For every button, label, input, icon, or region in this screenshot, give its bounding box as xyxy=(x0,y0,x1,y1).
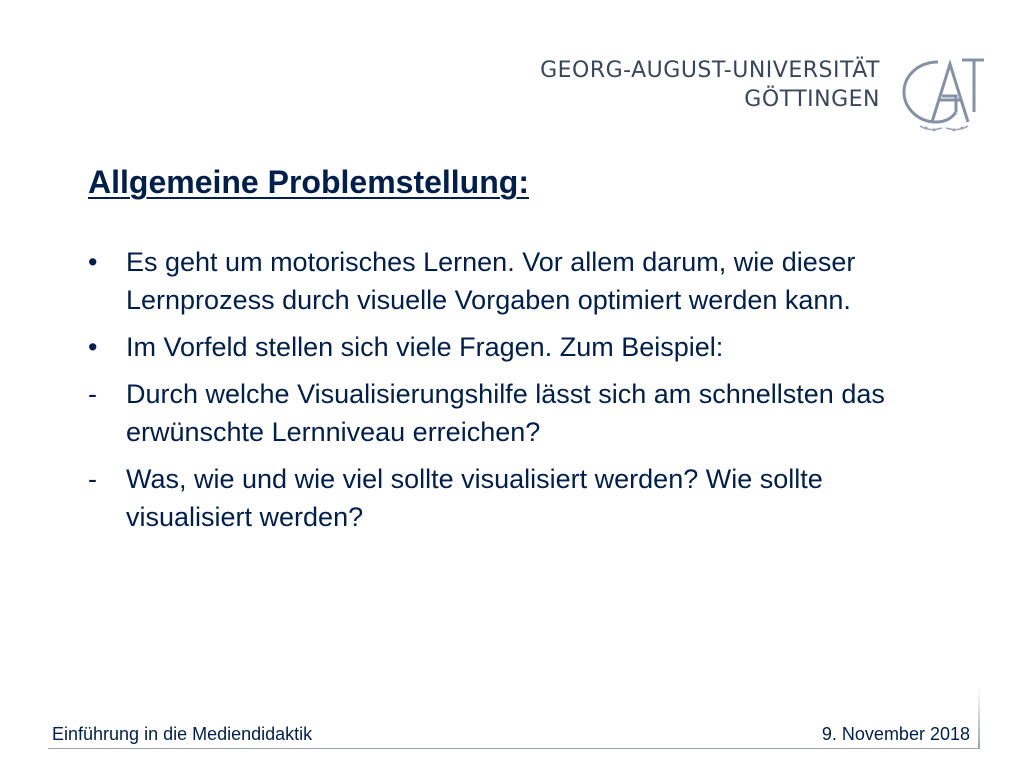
footer-rule xyxy=(48,748,980,749)
dash-marker: - xyxy=(88,379,97,409)
slide-title: Allgemeine Problemstellung: xyxy=(88,164,529,200)
footer-course-title: Einführung in die Mediendidaktik xyxy=(52,724,313,744)
bullet-marker: • xyxy=(88,247,98,277)
bullet-list xyxy=(88,243,948,545)
list-item-text: Im Vorfeld stellen sich viele Fragen. Zum Beispiel: xyxy=(126,332,724,362)
university-name-line1: GEORG-AUGUST-UNIVERSITÄT xyxy=(540,58,880,83)
list-item xyxy=(88,328,948,366)
list-item xyxy=(88,375,948,451)
university-seal-icon xyxy=(896,50,992,134)
university-name-line2: GÖTTINGEN xyxy=(744,87,880,112)
list-item-text: Durch welche Visualisierungshilfe lässt sich am schnellsten das erwünschte Lernniveau erreichen? xyxy=(126,379,885,447)
list-item xyxy=(88,243,948,319)
list-item xyxy=(88,460,948,536)
bullet-marker: • xyxy=(88,332,98,362)
footer-date: 9. November 2018 xyxy=(821,724,970,744)
footer-vertical-rule xyxy=(978,688,980,748)
list-item-text: Was, wie und wie viel sollte visualisiert werden? Wie sollte visualisiert werden? xyxy=(126,464,823,532)
list-item-text: Es geht um motorisches Lernen. Vor allem darum, wie dieser Lernprozess durch visuelle Vorgaben optimiert werden kann. xyxy=(126,247,856,315)
university-name xyxy=(540,56,880,114)
dash-marker: - xyxy=(88,464,97,494)
